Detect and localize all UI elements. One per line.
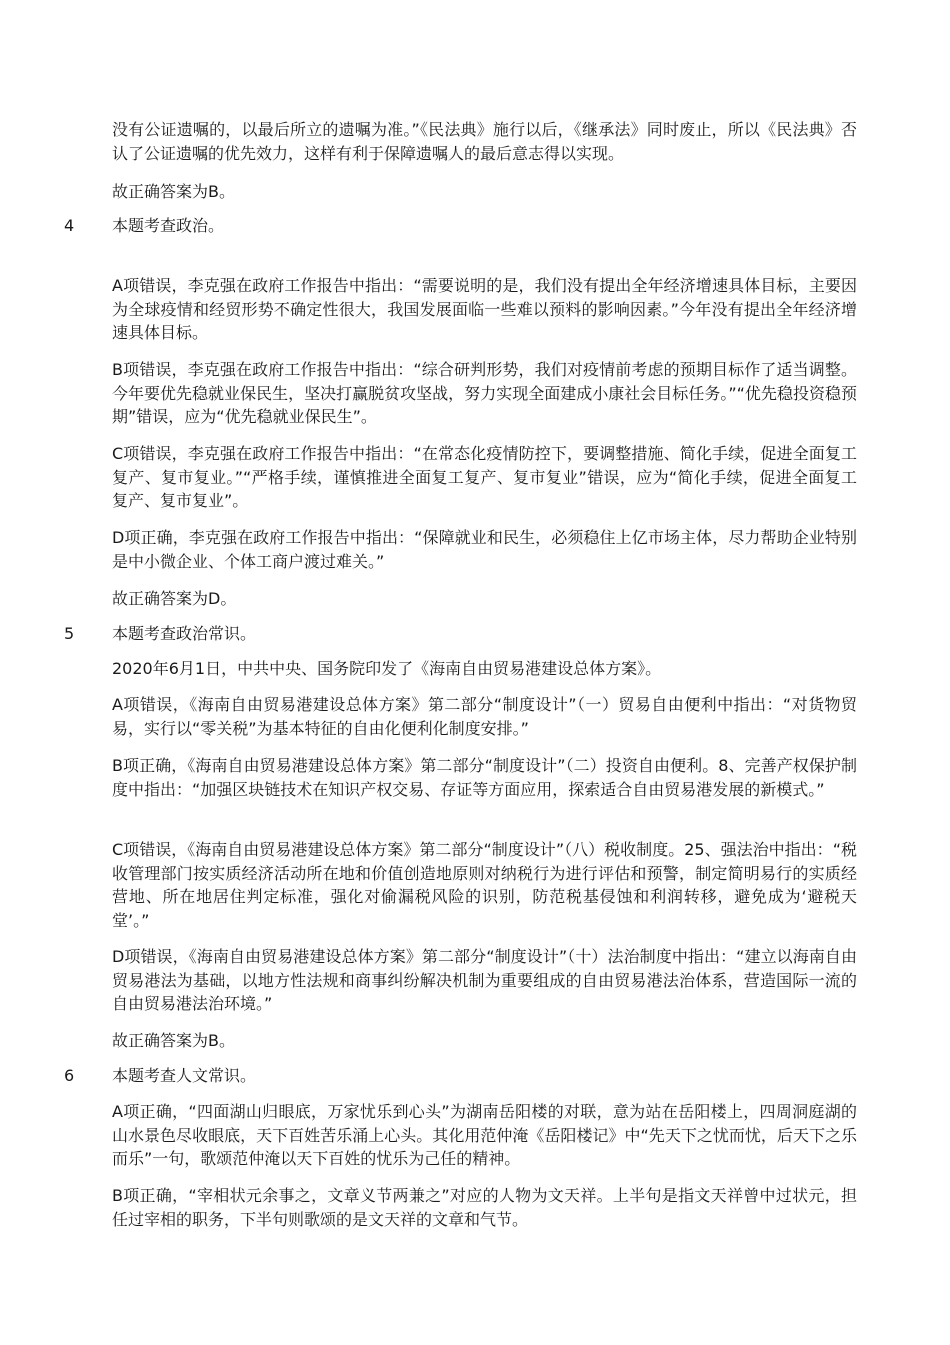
- option-d-explanation: D项错误，《海南自由贸易港建设总体方案》第二部分“制度设计”（十）法治制度中指出：“建立以海南自由贸易港法为基础，以地方性法规和商事纠纷解决机制为重要组成的自由贸易港法治体系，营造国际一流的自由贸易港法治环境。”: [112, 947, 857, 1013]
- question-title: 本题考查政治常识。: [112, 624, 257, 643]
- option-a-explanation: A项正确，“四面湖山归眼底，万家忧乐到心头”为湖南岳阳楼的对联，意为站在岳阳楼上，四周洞庭湖的山水景色尽收眼底，天下百姓苦乐涌上心头。其化用范仲淹《岳阳楼记》中“先天下之忧而忧，后天下之乐而乐”一句，歌颂范仲淹以天下百姓的忧乐为己任的精神。: [112, 1102, 857, 1168]
- option-c-explanation: C项错误，李克强在政府工作报告中指出：“在常态化疫情防控下，要调整措施、简化手续，促进全面复工复产、复市复业。”“严格手续，谨慎推进全面复工复产、复市复业”错误，应为“简化手续，促进全面复工复产、复市复业”。: [112, 444, 857, 510]
- option-b-explanation: B项正确，“宰相状元余事之，文章义节两兼之”对应的人物为文天祥。上半句是指文天祥曾中过状元，担任过宰相的职务，下半句则歌颂的是文天祥的文章和气节。: [112, 1186, 857, 1229]
- option-c-explanation: C项错误，《海南自由贸易港建设总体方案》第二部分“制度设计”（八）税收制度。25、强法治中指出：“税收管理部门按实质经济活动所在地和价值创造地原则对纳税行为进行评估和预警，制定简明易行的实质经营地、所在地居住判定标准，强化对偷漏税风险的识别，防范税基侵蚀和利润转移，避免成为‘避税天堂’。”: [112, 840, 857, 930]
- question-title: 本题考查人文常识。: [112, 1066, 257, 1085]
- question-number: 5: [64, 624, 75, 643]
- question-number: 6: [64, 1066, 75, 1085]
- question-number: 4: [64, 216, 75, 235]
- option-a-explanation: A项错误，李克强在政府工作报告中指出：“需要说明的是，我们没有提出全年经济增速具体目标，主要因为全球疫情和经贸形势不确定性很大，我国发展面临一些难以预料的影响因素。”今年没有提出全年经济增速具体目标。: [112, 276, 857, 342]
- answer-line: 故正确答案为B。: [112, 1031, 235, 1050]
- question-title: 本题考查政治。: [112, 216, 225, 235]
- answer-line: 故正确答案为B。: [112, 182, 235, 201]
- option-a-explanation: A项错误，《海南自由贸易港建设总体方案》第二部分“制度设计”（一）贸易自由便利中指出：“对货物贸易，实行以“零关税”为基本特征的自由化便利化制度安排。”: [112, 695, 857, 738]
- option-b-explanation: B项正确，《海南自由贸易港建设总体方案》第二部分“制度设计”（二）投资自由便利。8、完善产权保护制度中指出：“加强区块链技术在知识产权交易、存证等方面应用，探索适合自由贸易港发展的新模式。”: [112, 756, 857, 799]
- option-b-explanation: B项错误，李克强在政府工作报告中指出：“综合研判形势，我们对疫情前考虑的预期目标作了适当调整。今年要优先稳就业保民生，坚决打赢脱贫攻坚战，努力实现全面建成小康社会目标任务。”“优先稳投资稳预期”错误，应为“优先稳就业保民生”。: [112, 360, 857, 426]
- continuation-paragraph: 没有公证遗嘱的，以最后所立的遗嘱为准。”《民法典》施行以后，《继承法》同时废止，所以《民法典》否认了公证遗嘱的优先效力，这样有利于保障遗嘱人的最后意志得以实现。: [112, 120, 857, 163]
- answer-line: 故正确答案为D。: [112, 589, 237, 608]
- option-d-explanation: D项正确，李克强在政府工作报告中指出：“保障就业和民生，必须稳住上亿市场主体，尽力帮助企业特别是中小微企业、个体工商户渡过难关。”: [112, 528, 857, 571]
- intro-paragraph: 2020年6月1日，中共中央、国务院印发了《海南自由贸易港建设总体方案》。: [112, 659, 662, 678]
